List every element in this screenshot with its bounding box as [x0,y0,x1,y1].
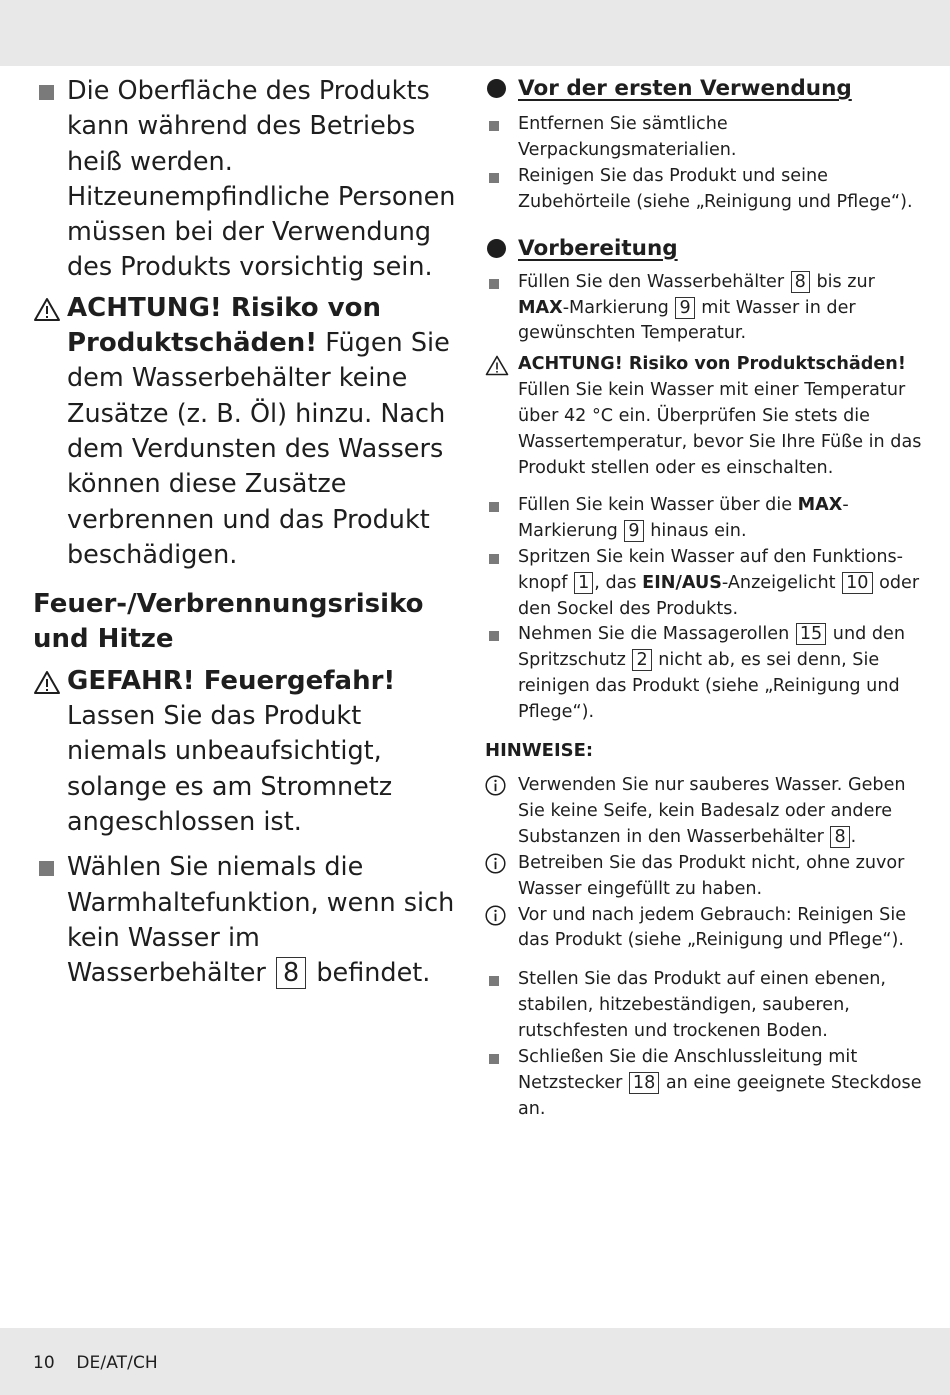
list-item [485,622,925,726]
part-reference: 10 [842,572,872,594]
note-item [485,903,925,955]
square-bullet-icon [489,173,499,183]
list-item [485,967,925,1045]
note-text: Betreiben Sie das Produkt nicht, ohne zuvor Wasser eingefüllt zu haben. [518,852,905,899]
list-item-text: -Anzeigelicht [721,572,836,593]
paragraph-text: Wählen Sie niemals die Warmhaltefunktion, wenn sich kein Wasser im Wasserbehälter [67,852,455,989]
square-bullet-icon [489,631,499,641]
warning-body: Füllen Sie kein Wasser mit einer Temperatur über 42 °C ein. Überprüfen Sie stets die Wassertemperatur, bevor Sie Ihre Füße in das Produkt stellen oder es einschalten. [518,380,922,478]
list-item-text: nicht ab, es sei denn, Sie reinigen das Produkt (siehe „Reinigung und Pflege“). [518,650,900,723]
warning-body: Fügen Sie dem Wasserbehälter keine Zusätze (z. B. Öl) hinzu. Nach dem Verdunsten des Wassers können diese Zusätze verbrennen und das Produkt beschädigen. [67,328,450,570]
section-heading-first-use [485,74,925,104]
list-item-text: Spritzen Sie kein Wasser auf den Funktionsknopf [518,546,904,593]
danger-title: GEFAHR! Feuergefahr! [67,666,396,697]
list-item-text: Füllen Sie kein Wasser über die [518,494,793,515]
section-title: Vorbereitung [518,235,678,261]
square-bullet-icon [489,279,499,289]
square-bullet-icon [489,121,499,131]
square-bullet-icon [489,502,499,512]
list-item-text: Füllen Sie den Wasserbehälter [518,271,785,292]
part-reference: 15 [796,623,826,645]
notes-heading: HINWEISE: [485,740,594,762]
warning-product-damage [33,291,463,573]
info-circle-icon [485,853,506,874]
list-item-text: Stellen Sie das Produkt auf einen ebenen, stabilen, hitzebeständigen, sauberen, rutschfesten und trockenen Boden. [518,969,887,1042]
square-bullet-icon [39,861,54,876]
warning-title: ACHTUNG! Risiko von Produktschäden! [67,292,381,359]
section-heading-fire: Feuer-/Verbrennungsrisiko und Hitze [33,589,424,655]
list-item [485,270,925,348]
emphasis-text: EIN/AUS [642,572,722,593]
note-text: Vor und nach jedem Gebrauch: Reinigen Sie das Produkt (siehe „Reinigung und Pflege“). [518,904,907,951]
section-heading-preparation [485,234,925,264]
warning-triangle-icon [33,670,61,695]
note-item [485,773,925,851]
warning-block [485,352,925,482]
emphasis-text: MAX [797,494,843,515]
part-reference: 2 [632,649,651,671]
list-item [485,545,925,623]
list-item [485,164,925,216]
filled-circle-icon [487,239,506,258]
note-text: Verwenden Sie nur sauberes Wasser. Geben Sie keine Seife, kein Badesalz oder andere Substanzen in den Wasserbehälter [518,775,906,847]
list-item-text: Nehmen Sie die Massagerollen [518,624,790,645]
paragraph-text: Die Oberfläche des Produkts kann während des Betriebs heiß werden. Hitzeunempfindliche Personen müssen bei der Verwendung des Produkts vorsichtig sein. [67,76,456,283]
part-reference: 9 [624,520,643,542]
list-item [485,1045,925,1123]
square-bullet-icon [489,1054,499,1064]
list-item-text: und den Spritzschutz [518,624,906,671]
list-item-text: , das [594,572,637,593]
part-reference: 8 [791,271,810,293]
danger-fire [33,664,463,840]
list-item-text: -Markierung [562,297,669,318]
danger-body: Lassen Sie das Produkt niemals unbeaufsichtigt, solange es am Stromnetz angeschlossen ist. [67,701,393,838]
note-text: . [850,826,857,847]
list-item-text: Entfernen Sie sämtliche Verpackungsmaterialien. [518,114,737,160]
info-circle-icon [485,775,506,796]
square-bullet-icon [489,976,499,986]
emphasis-text: MAX [518,297,563,318]
part-reference: 1 [574,572,593,594]
filled-circle-icon [487,79,506,98]
bullet-hot-surface [33,74,463,286]
warning-triangle-icon [485,355,509,376]
list-item-text: -Markierung [518,494,849,541]
list-item-text: an eine geeignete Steckdose an. [518,1073,922,1119]
right-column [485,74,925,1123]
part-reference: 8 [830,826,849,848]
part-reference: 18 [629,1072,659,1094]
bullet-keep-warm [33,850,463,991]
warning-triangle-icon [33,297,61,322]
list-item-text: hinaus ein. [650,520,747,541]
part-reference: 8 [276,957,306,989]
page-footer [33,1353,158,1373]
page-number: 10 [33,1353,55,1373]
header-band [0,0,950,66]
info-circle-icon [485,905,506,926]
square-bullet-icon [489,554,499,564]
list-item-text: mit Wasser in der gewünschten Temperatur. [518,297,856,344]
square-bullet-icon [39,85,54,100]
list-item-text: Schließen Sie die Anschlussleitung mit Netzstecker [518,1047,858,1093]
list-item [485,112,925,164]
list-item-text: oder den Sockel des Produkts. [518,572,920,619]
part-reference: 9 [675,297,694,319]
region-label: DE/AT/CH [76,1353,158,1373]
left-column [33,72,463,992]
section-title: Vor der ersten Verwendung [518,76,852,101]
warning-title: ACHTUNG! Risiko von Produktschäden! [518,354,906,375]
paragraph-text: befindet. [316,958,431,989]
note-item [485,851,925,903]
list-item-text: Reinigen Sie das Produkt und seine Zubehörteile (siehe „Reinigung und Pflege“). [518,165,913,212]
list-item [485,493,925,545]
list-item-text: bis zur [816,271,875,292]
